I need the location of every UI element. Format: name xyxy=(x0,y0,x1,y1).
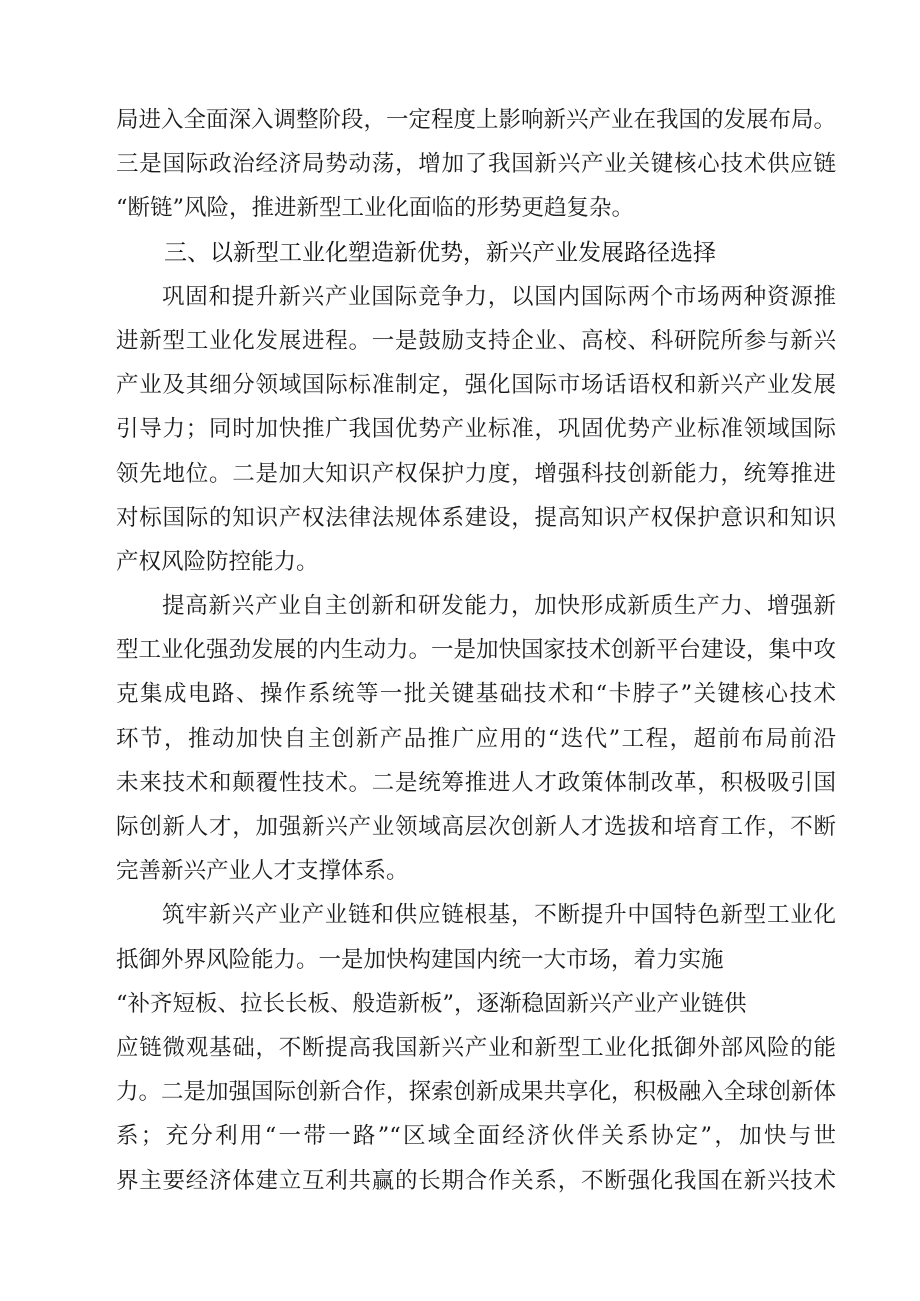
document-body xyxy=(116,98,836,1203)
text-line: 对标国际的知识产权法律法规体系建设，提高知识产权保护意识和知识 xyxy=(116,504,836,531)
text-line: 进新型工业化发展进程。一是鼓励支持企业、高校、科研院所参与新兴 xyxy=(116,327,836,354)
text-line: 局进入全面深入调整阶段，一定程度上影响新兴产业在我国的发展布局。 xyxy=(116,107,836,133)
text-line: 完善新兴产业人才支撑体系。 xyxy=(116,858,409,885)
text-line: 克集成电路、操作系统等一批关键基础技术和“卡脖子”关键核心技术 xyxy=(116,681,836,708)
text-line: 产业及其细分领域国际标准制定，强化国际市场话语权和新兴产业发展 xyxy=(116,372,836,399)
text-line: 产权风险防控能力。 xyxy=(116,548,319,575)
text-line: 力。二是加强国际创新合作，探索创新成果共享化，积极融入全球创新体 xyxy=(116,1079,836,1106)
paragraph-first-line: 筑牢新兴产业产业链和供应链根基，不断提升中国特色新型工业化 xyxy=(162,902,836,929)
text-line: 界主要经济体建立互利共赢的长期合作关系，不断强化我国在新兴技术 xyxy=(116,1167,836,1194)
text-line: 际创新人才，加强新兴产业领域高层次创新人才选拔和培育工作，不断 xyxy=(116,814,836,840)
text-line: 三是国际政治经济局势动荡，增加了我国新兴产业关键核心技术供应链 xyxy=(116,151,836,178)
text-line: 系；充分利用“一带一路”“区域全面经济伙伴关系协定”，加快与世 xyxy=(116,1123,836,1150)
text-line: 领先地位。二是加大知识产权保护力度，增强科技创新能力，统筹推进 xyxy=(116,460,836,487)
paragraph-first-line: 巩固和提升新兴产业国际竞争力，以国内国际两个市场两种资源推 xyxy=(162,283,836,310)
section-heading: 三、以新型工业化塑造新优势，新兴产业发展路径选择 xyxy=(164,239,716,266)
text-line: 抵御外界风险能力。一是加快构建国内统一大市场，着力实施 xyxy=(116,946,724,973)
paragraph-first-line: 提高新兴产业自主创新和研发能力，加快形成新质生产力、增强新 xyxy=(162,593,836,620)
text-line: “断链”风险，推进新型工业化面临的形势更趋复杂。 xyxy=(116,195,635,222)
text-line: “补齐短板、拉长长板、般造新板”，逐渐稳固新兴产业产业链供 xyxy=(116,990,747,1017)
text-line: 型工业化强劲发展的内生动力。一是加快国家技术创新平台建设，集中攻 xyxy=(116,637,836,664)
text-line: 环节，推动加快自主创新产品推广应用的“迭代”工程，超前布局前沿 xyxy=(116,725,836,752)
text-line: 引导力；同时加快推广我国优势产业标准，巩固优势产业标准领域国际 xyxy=(116,416,836,443)
text-line: 应链微观基础，不断提高我国新兴产业和新型工业化抵御外部风险的能 xyxy=(116,1034,836,1061)
text-line: 未来技术和颠覆性技术。二是统筹推进人才政策体制改革，积极吸引国 xyxy=(116,769,836,796)
